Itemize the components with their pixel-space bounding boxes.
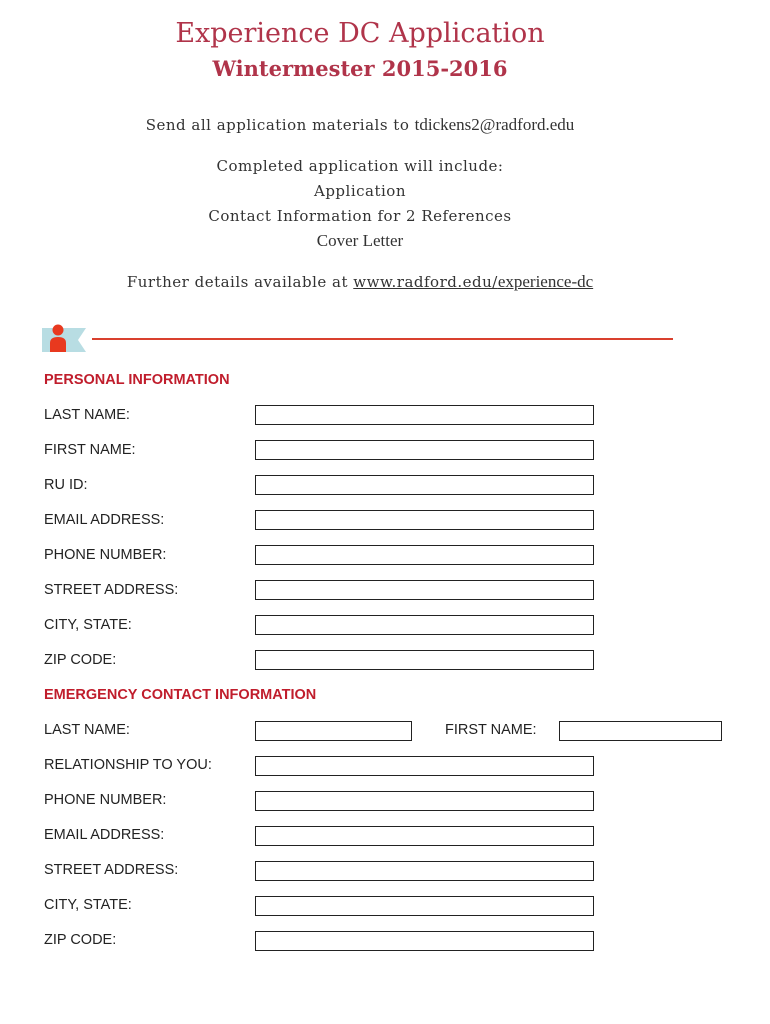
include-item-application: Application [314, 182, 406, 200]
personal-ru-id-label: RU ID: [44, 477, 88, 493]
personal-last-name-label: LAST NAME: [44, 407, 130, 423]
personal-last-name-input[interactable] [255, 405, 594, 425]
emergency-zip-label: ZIP CODE: [44, 932, 117, 948]
emergency-phone-label: PHONE NUMBER: [44, 792, 167, 808]
emergency-relationship-input[interactable] [255, 756, 594, 776]
section-divider [92, 338, 673, 340]
emergency-last-name-label: LAST NAME: [44, 722, 130, 738]
person-badge-icon [42, 322, 86, 352]
completed-heading: Completed application will include: [216, 157, 504, 175]
emergency-zip-input[interactable] [255, 931, 594, 951]
include-item-references: Contact Information for 2 References [208, 207, 512, 225]
emergency-first-name-label: FIRST NAME: [445, 722, 537, 738]
include-item-cover-letter: Cover Letter [316, 231, 404, 250]
emergency-street-input[interactable] [255, 861, 594, 881]
personal-street-label: STREET ADDRESS: [44, 582, 179, 598]
experience-dc-link[interactable]: www.radford.edu/experience-dc [353, 272, 594, 291]
personal-zip-label: ZIP CODE: [44, 652, 117, 668]
personal-first-name-label: FIRST NAME: [44, 442, 136, 458]
emergency-last-name-input[interactable] [255, 721, 412, 741]
emergency-email-label: EMAIL ADDRESS: [44, 827, 165, 843]
further-details-line [0, 272, 720, 292]
personal-phone-label: PHONE NUMBER: [44, 547, 167, 563]
send-prefix: Send all application materials to [145, 116, 415, 134]
personal-phone-input[interactable] [255, 545, 594, 565]
send-email[interactable]: tdickens2@radford.edu [414, 115, 575, 134]
emergency-street-label: STREET ADDRESS: [44, 862, 179, 878]
personal-city-state-label: CITY, STATE: [44, 617, 132, 633]
personal-zip-input[interactable] [255, 650, 594, 670]
personal-ru-id-input[interactable] [255, 475, 594, 495]
personal-first-name-input[interactable] [255, 440, 594, 460]
emergency-city-state-input[interactable] [255, 896, 594, 916]
emergency-email-input[interactable] [255, 826, 594, 846]
emergency-first-name-input[interactable] [559, 721, 722, 741]
application-title: Experience DC Application [175, 18, 545, 49]
emergency-relationship-label: RELATIONSHIP TO YOU: [44, 757, 212, 773]
personal-email-input[interactable] [255, 510, 594, 530]
personal-email-label: EMAIL ADDRESS: [44, 512, 165, 528]
further-prefix: Further details available at [126, 273, 354, 291]
emergency-info-heading: EMERGENCY CONTACT INFORMATION [44, 687, 317, 703]
personal-city-state-input[interactable] [255, 615, 594, 635]
personal-info-heading: PERSONAL INFORMATION [44, 372, 230, 388]
personal-street-input[interactable] [255, 580, 594, 600]
application-subtitle: Wintermester 2015-2016 [212, 56, 508, 81]
emergency-phone-input[interactable] [255, 791, 594, 811]
emergency-city-state-label: CITY, STATE: [44, 897, 132, 913]
send-materials-line [0, 115, 720, 135]
